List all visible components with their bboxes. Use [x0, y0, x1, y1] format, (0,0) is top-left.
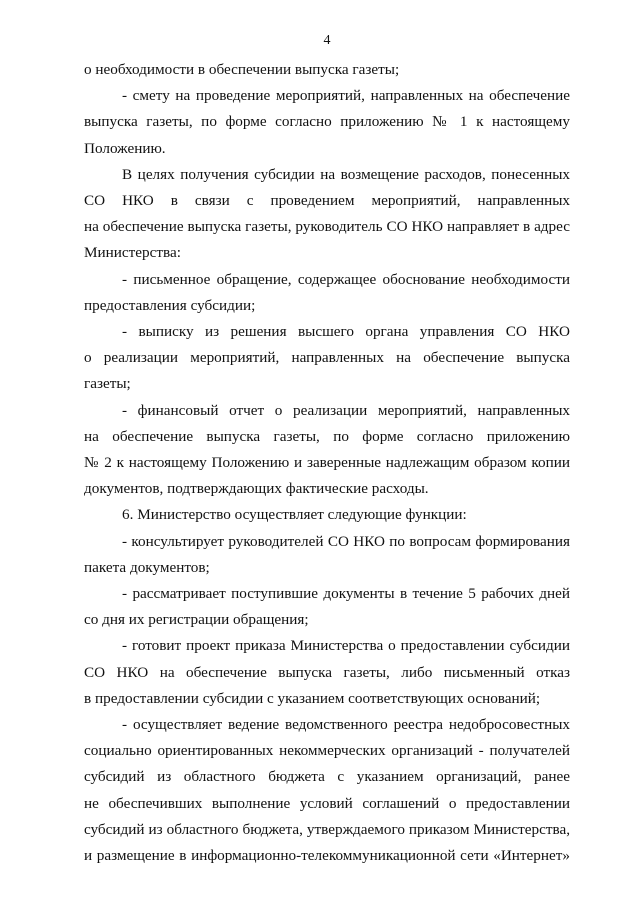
text-line: документов, подтверждающих фактические расходы.: [84, 480, 429, 498]
text-line: на обеспечение выпуска газеты, по форме согласно приложению: [84, 427, 570, 445]
text-line: № 2 к настоящему Положению и заверенные надлежащим образом копии: [84, 454, 570, 472]
text-line: пакета документов;: [84, 558, 210, 576]
text-line: в предоставлении субсидии с указанием соответствующих оснований;: [84, 689, 541, 707]
text-line: субсидий из областного бюджета, утверждаемого приказом Министерства,: [84, 820, 570, 838]
text-line: о реализации мероприятий, направленных на обеспечение выпуска газеты;: [84, 349, 570, 393]
text-line: - консультирует руководителей СО НКО по вопросам формирования: [122, 532, 570, 550]
text-line: не обеспечивших выполнение условий соглашений о предоставлении: [84, 794, 570, 812]
text-line: Министерства:: [84, 244, 181, 262]
text-line: и размещение в информационно-телекоммуникационной сети «Интернет»: [84, 847, 570, 865]
text-line: - осуществляет ведение ведомственного реестра недобросовестных: [122, 716, 570, 734]
text-line: Положению.: [84, 139, 166, 157]
text-line: предоставления субсидии;: [84, 296, 256, 314]
text-line: - смету на проведение мероприятий, направленных на обеспечение: [122, 87, 570, 105]
text-line: В целях получения субсидии на возмещение расходов, понесенных: [122, 165, 570, 183]
text-line: - рассматривает поступившие документы в течение 5 рабочих дней: [122, 585, 570, 603]
page-number: 4: [323, 33, 331, 48]
text-line: - готовит проект приказа Министерства о предоставлении субсидии: [122, 637, 570, 655]
text-line: - выписку из решения высшего органа управления СО НКО: [122, 323, 570, 341]
text-line: - финансовый отчет о реализации мероприятий, направленных: [122, 401, 570, 419]
text-line: выпуска газеты, по форме согласно приложению № 1 к настоящему: [84, 113, 570, 131]
text-line: 6. Министерство осуществляет следующие функции:: [122, 506, 467, 524]
text-line: - письменное обращение, содержащее обоснование необходимости: [122, 270, 570, 288]
text-line: субсидий из областного бюджета с указанием организаций, ранее: [84, 768, 570, 786]
text-line: СО НКО в связи с проведением мероприятий, направленных: [84, 192, 570, 210]
text-line: социально ориентированных некоммерческих организаций - получателей: [84, 742, 570, 760]
text-line: СО НКО на обеспечение выпуска газеты, либо письменный отказ: [84, 663, 570, 681]
text-line: на обеспечение выпуска газеты, руководитель СО НКО направляет в адрес: [84, 218, 570, 236]
document-body: [84, 57, 570, 869]
text-line: со дня их регистрации обращения;: [84, 611, 309, 629]
text-line: о необходимости в обеспечении выпуска газеты;: [84, 61, 400, 78]
